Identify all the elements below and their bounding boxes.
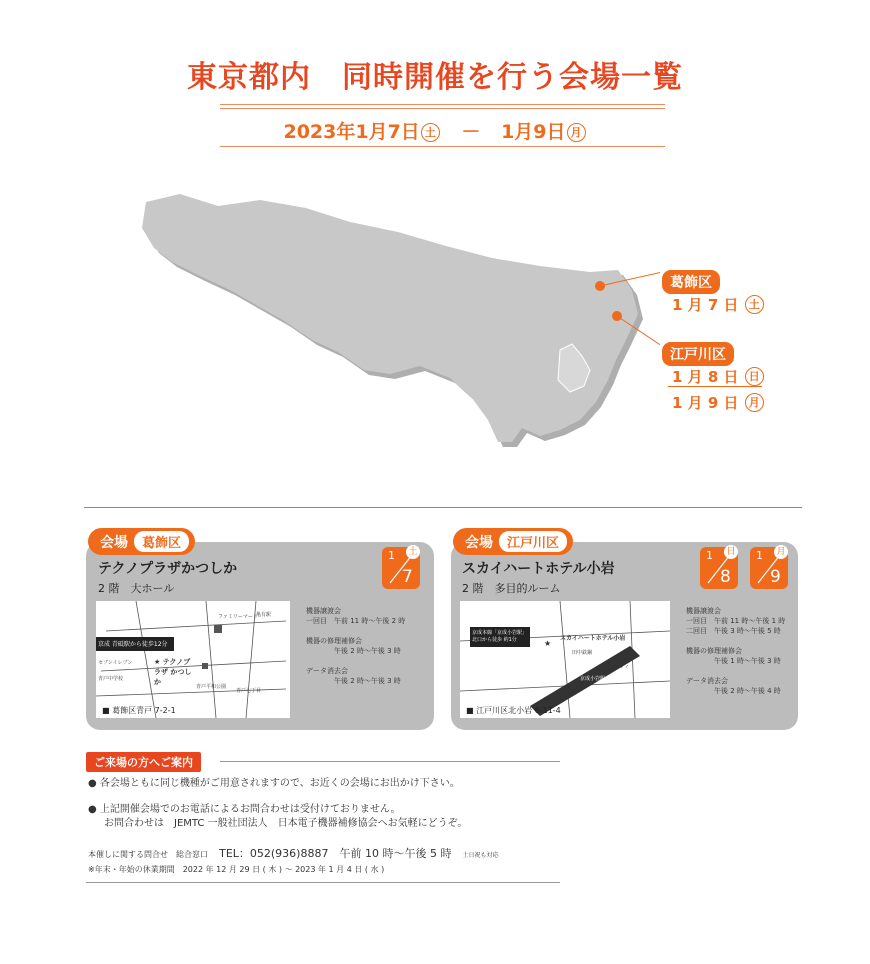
notice-bottom-rule (86, 882, 560, 883)
date-badge-9: 1 9 月 (750, 547, 788, 589)
venue-schedule: 機器譲渡会 一回目 午前 11 時〜午後 2 時 機器の修理補修会 午後 2 時〜午後 3 時 データ消去会 午後 2 時〜午後 3 時 (306, 607, 406, 685)
edogawa-date-1: 1 月 8 日 日 (672, 366, 765, 387)
venue-name: テクノプラザかつしか (98, 561, 238, 577)
venue-schedule: 機器譲渡会 一回目 午前 11 時〜午後 1 時 二回目 午後 3 時〜午後 5 時 機器の修理補修会 午後 1 時〜午後 3 時 データ消去会 午後 2 時〜午後 4 時 (686, 607, 786, 695)
katsushika-date: 1 月 7 日 土 (672, 294, 765, 315)
edogawa-divider (668, 386, 762, 387)
tokyo-map-shape (142, 194, 638, 442)
date-badge-8: 1 8 日 (700, 547, 738, 589)
notice-heading: ご来場の方へご案内 (86, 752, 201, 772)
tokyo-map (120, 180, 660, 460)
venue-pill-edogawa: 会場 江戸川区 (453, 528, 573, 555)
map-venue-label: スカイハートホテル小岩 (560, 635, 626, 642)
date-badge-7: 1 7 土 (382, 547, 420, 589)
start-day: 土 (421, 123, 440, 142)
title-underline (220, 104, 665, 105)
notice-heading-rule (220, 761, 560, 762)
edogawa-date-2: 1 月 9 日 月 (672, 392, 765, 413)
map-venue-label: ★ テクノプラザ かつしか (154, 658, 192, 686)
notice-item-2: ● 上記開催会場でのお電話によるお問合わせは受付けておりません。 お問合わせは JEMTC 一般社団法人 日本電子機器補修協会へお気軽にどうぞ。 (88, 804, 468, 829)
contact-tel: TEL：052(936)8887 午前 10 時〜午後 5 時 (219, 847, 452, 860)
venue-floor: 2 階 大ホール (98, 582, 175, 595)
end-date: 1月9日 (501, 121, 566, 143)
street-map (460, 601, 670, 718)
holiday-notice: ※年末・年始の休業期間 2022 年 12 月 29 日 ( 木 ) 〜 2023 年 1 月 4 日 ( 水 ) (88, 865, 385, 874)
notice-item-1: ● 各会場ともに同じ機種がご用意されますので、お近くの会場にお出かけ下さい。 (88, 778, 460, 789)
bullet-icon: ● (88, 804, 97, 815)
venue-name: スカイハートホテル小岩 (462, 561, 615, 577)
venue-address: ■ 葛飾区青戸 7-2-1 (102, 706, 176, 715)
venue-address: ■ 江戸川区北小岩 6-11-4 (466, 706, 561, 715)
date-underline (220, 146, 665, 147)
title-underline-2 (220, 108, 665, 109)
edogawa-tag: 江戸川区 (662, 342, 734, 366)
end-day: 月 (567, 123, 586, 142)
map-station-label: 京成本線「京成小岩駅」北口から徒歩 約1分 (472, 630, 528, 643)
venue-map-katsushika: 京成 青砥駅から徒歩12分 ★ テクノプラザ かつしか セブンイレブン 青戸中学校 ファミリーマート 青戸平和公園 青戸七丁目 亀有駅 ■ 葛飾区青戸 7-2-1 (96, 601, 290, 718)
venue-pill-katsushika: 会場 葛飾区 (88, 528, 195, 555)
bullet-icon: ● (88, 778, 97, 789)
section-divider (84, 507, 802, 508)
contact-line: 本催しに関する問合せ 総合窓口 TEL：052(936)8887 午前 10 時〜午後 5 時 土日祝も対応 (88, 847, 499, 860)
event-dates (0, 117, 870, 144)
venue-star-icon: ★ (544, 639, 552, 648)
katsushika-tag: 葛飾区 (662, 270, 720, 294)
map-station-label: 京成 青砥駅から徒歩12分 (98, 641, 168, 648)
venue-floor: 2 階 多目的ルーム (462, 582, 561, 595)
date-dash: － (461, 121, 481, 143)
start-date: 2023年1月7日 (283, 121, 420, 143)
page-title: 東京都内 同時開催を行う会場一覧 (187, 60, 683, 95)
venue-map-edogawa: 京成本線「京成小岩駅」北口から徒歩 約1分 スカイハートホテル小岩 ★ 田中鉄鋼 グルメシティ 京成小岩駅 ■ 江戸川区北小岩 6-11-4 (460, 601, 670, 718)
